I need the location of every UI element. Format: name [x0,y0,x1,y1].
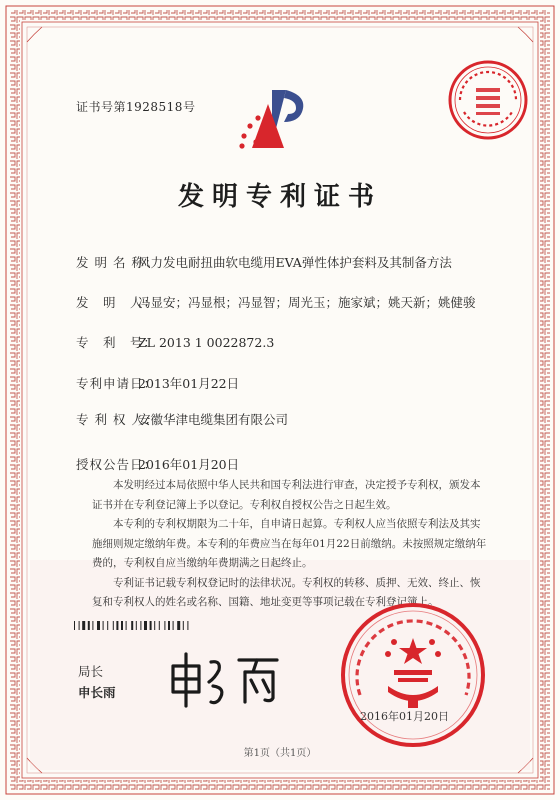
director-signature [165,648,285,708]
inventor-value: 冯显安；冯显根；冯显智；周光玉；施家斌；姚天新；姚健骏 [138,295,476,310]
barcode [74,621,264,630]
owner-value: 安徽华津电缆集团有限公司 [138,412,289,427]
invention-name-value: 风力发电耐扭曲软电缆用EVA弹性体护套料及其制备方法 [138,255,452,270]
national-ip-office-seal [338,600,488,750]
grant-date-label: 授权公告日： [76,457,158,472]
patent-office-emblem [232,84,318,154]
director-title: 局长 [78,664,104,679]
invention-name-label: 发 明 名 称： [76,255,159,270]
page-number: 第1页（共1页） [243,748,317,759]
filing-date-value: 2013年01月22日 [138,376,240,391]
inventor-label: 发 明 人： [76,295,158,310]
invention-name-row [76,253,452,271]
body-paragraph-3: 专利证书记载专利权登记时的法律状况。专利权的转移、质押、无效、终止、恢复和专利权人的姓名或名称、国籍、地址变更等事项记载在专利登记簿上。 [92,576,481,608]
certificate-number: 证书号第1928518号 [76,100,196,114]
printing-seal [446,58,530,142]
patent-number-value: ZL 2013 1 0022872.3 [138,335,275,350]
owner-row [76,410,288,428]
owner-label: 专 利 权 人： [76,412,159,427]
certificate-body [92,476,488,613]
body-paragraph-1: 本发明经过本局依照中华人民共和国专利法进行审查，决定授予专利权，颁发本证书并在专利登记簿上予以登记。专利权自授权公告之日起生效。 [92,479,481,511]
filing-date-label: 专利申请日： [76,376,158,391]
seal-date: 2016年01月20日 [360,710,449,723]
patent-number-label: 专 利 号： [76,335,158,350]
page-title: 发明专利证书 [177,182,382,212]
inventor-row [76,293,476,311]
patent-number-row [76,333,274,351]
director-name: 申长雨 [78,685,116,700]
grant-date-row [76,455,239,473]
filing-date-row [76,374,239,392]
body-paragraph-2: 本专利的专利权期限为二十年，自申请日起算。专利权人应当依照专利法及其实施细则规定缴纳年费。本专利的年费应当在每年01月22日前缴纳。未按照规定缴纳年费的，专利权自应当缴纳年费期满之日起终止。 [92,518,487,569]
grant-date-value: 2016年01月20日 [138,457,240,472]
